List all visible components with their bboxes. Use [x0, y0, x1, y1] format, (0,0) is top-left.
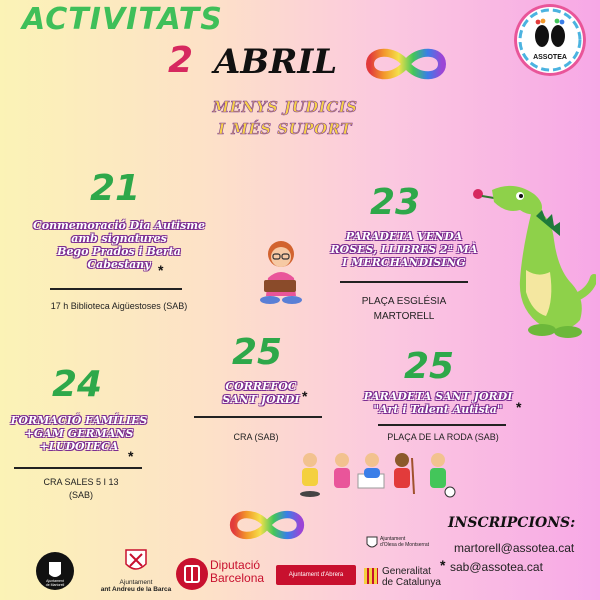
children-illustration: [296, 448, 458, 500]
slogan-line-2: I MÉS SUPORT: [218, 120, 352, 138]
note-star: *: [158, 262, 164, 278]
divider: [378, 424, 506, 426]
event-25-paradeta-day: 25: [404, 346, 455, 387]
event-title-line: Conmemoració Dia Autisme: [33, 219, 205, 232]
diputacio-logo-text: [210, 559, 264, 585]
abrera-logo: [276, 565, 356, 585]
divider: [194, 416, 322, 418]
event-title-line: SANT JORDI: [222, 393, 300, 406]
diputacio-logo-mark: [176, 558, 208, 590]
martorell-logo-line: Ajuntament: [46, 579, 64, 583]
event-title-line: amb signatures: [71, 232, 167, 245]
event-title-text: Cabestany: [87, 258, 151, 271]
generalitat-flag-icon: [364, 568, 378, 584]
abrera-logo-text: Ajuntament d'Abrera: [288, 572, 344, 578]
martorell-logo-line: de Martorell: [45, 583, 65, 587]
event-title-line: "Art i Talent Autista": [373, 403, 503, 416]
event-info-line: PLAÇA ESGLÉSIA: [361, 296, 447, 307]
event-25-correfoc-day: 25: [232, 332, 283, 373]
assotea-logo: [514, 4, 586, 76]
event-title-line: [16, 258, 222, 271]
olesa-crest-icon: [366, 536, 378, 550]
generalitat-logo-line: de Catalunya: [382, 577, 441, 588]
event-title-line: I MERCHANDISING: [342, 256, 466, 269]
email-sab[interactable]: sab@assotea.cat: [450, 560, 543, 574]
event-info-line: (SAB): [68, 490, 93, 500]
olesa-logo-line: d'Olesa de Montserrat: [380, 542, 430, 548]
diputacio-logo-line: Barcelona: [210, 571, 265, 585]
rainbow-infinity-icon: [364, 44, 448, 84]
note-star: *: [440, 557, 446, 573]
event-21-day: 21: [90, 168, 141, 209]
girl-reading-illustration: [256, 238, 306, 306]
sant-andreu-logo-line: Ajuntament: [119, 579, 153, 586]
event-24-info: [16, 476, 146, 502]
event-title-line: Bego Prados i Berta: [57, 245, 181, 258]
divider: [50, 288, 182, 290]
event-title-line: +GAM GERMANS: [24, 427, 134, 440]
event-title-line: ROSES, LLIBRES 2ª MÀ: [330, 243, 478, 256]
sant-andreu-logo: [90, 548, 182, 593]
event-25-paradeta-title: [348, 390, 528, 416]
event-title-line: CORREFOC: [225, 380, 297, 393]
event-title-line: FORMACIÓ FAMÍLIES: [10, 414, 148, 427]
event-title-line: +LUDOTECA: [39, 440, 119, 453]
sant-andreu-logo-line: ant Andreu de la Barca: [100, 586, 172, 593]
event-23-info: [330, 294, 478, 324]
sant-andreu-crest-icon: [124, 548, 148, 574]
event-info-line: CRA SALES 5 I 13: [43, 477, 119, 487]
generalitat-logo-line: Generalitat: [382, 566, 431, 577]
event-21-info: 17 h Biblioteca Aigüestoses (SAB): [50, 301, 188, 311]
olesa-logo-text: [380, 536, 429, 548]
sant-andreu-logo-text: [90, 579, 182, 593]
event-title-line: PARADETA SANT JORDI: [363, 390, 513, 403]
diputacio-crest-icon: [176, 558, 208, 590]
note-star: *: [302, 388, 308, 404]
email-martorell[interactable]: martorell@assotea.cat: [454, 541, 575, 555]
assotea-logo-text: ASSOTEA: [533, 54, 567, 61]
martorell-logo: [36, 552, 74, 590]
martorell-logo-text: [36, 579, 74, 587]
dragon-illustration: [462, 180, 596, 348]
rainbow-infinity-icon: [228, 506, 306, 544]
date-number: 2: [168, 40, 194, 81]
note-star: *: [516, 399, 522, 415]
event-25-correfoc-info: CRA (SAB): [233, 432, 279, 442]
divider: [340, 281, 468, 283]
note-star: *: [128, 448, 134, 464]
event-title-line: PARADETA VENDA: [345, 230, 463, 243]
registration-heading: INSCRIPCIONS:: [448, 515, 576, 531]
divider: [14, 467, 142, 469]
event-21-title: [16, 219, 222, 271]
olesa-logo: [366, 536, 456, 555]
footprints-icon: [514, 4, 586, 76]
event-23-day: 23: [370, 182, 421, 223]
diputacio-logo-line: Diputació: [210, 558, 261, 572]
date-month: ABRIL: [214, 42, 338, 82]
page-title: ACTIVITATS: [22, 2, 223, 37]
slogan-line-1: MENYS JUDICIS: [212, 98, 358, 116]
olesa-logo-line: Ajuntament: [380, 536, 406, 542]
generalitat-logo-text: [382, 566, 441, 588]
event-24-day: 24: [52, 364, 103, 405]
event-25-paradeta-info: PLAÇA DE LA RODA (SAB): [387, 432, 499, 442]
event-info-line: MARTORELL: [373, 311, 435, 322]
